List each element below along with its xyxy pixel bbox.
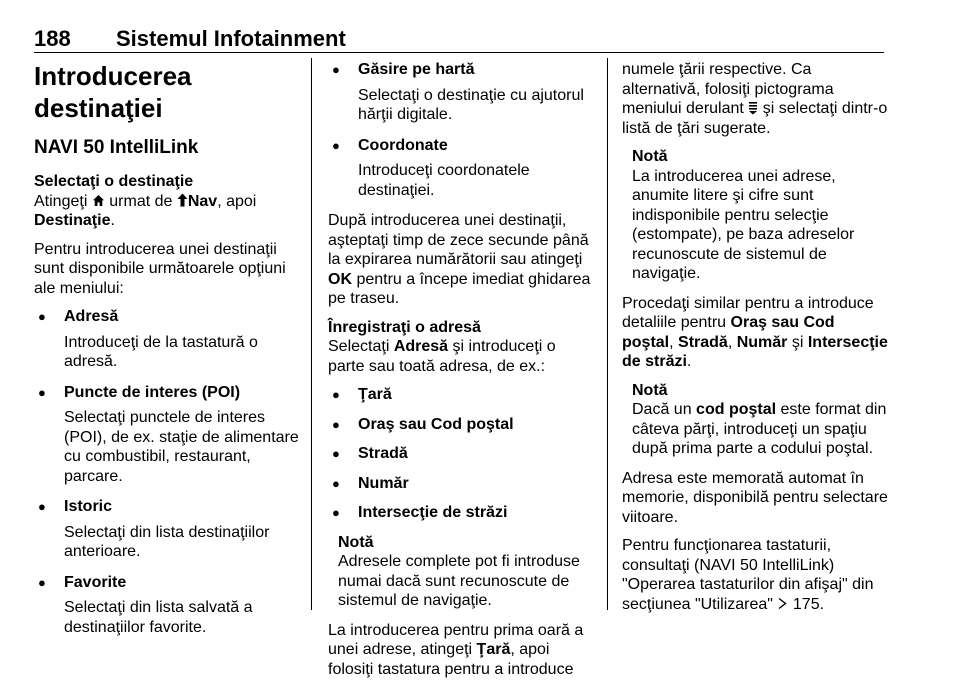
column-1: [34, 60, 302, 648]
page-reference-icon: [777, 597, 788, 610]
note-box: Notă La introducerea unei adrese, anumite litere şi cifre sunt indisponibile pentru selecţie (estompate), pe baza adreselor recunoscute de sistemul de navigaţie.: [632, 148, 855, 282]
guidance-paragraph: După introducerea unei destinaţii, aşteptaţi timp de zece secunde până la expirarea numărătorii sau atingeţi OK pentru a începe imediat ghidarea pe traseu.: [328, 212, 591, 307]
dropdown-list-icon: [748, 101, 758, 115]
list-item: ● Puncte de interes (POI) Selectaţi punctele de interes (POI), de ex. staţie de alimentare cu combustibil, restaurant, parcare.: [34, 383, 302, 487]
intro-paragraph: Selectaţi o destinaţie Atingeţi urmat de Nav, apoi Destinaţie.: [34, 172, 302, 231]
note-box: Notă Dacă un cod poştal este format din câteva părţi, introduceţi un spaţiu după prima parte a codului poştal.: [632, 381, 887, 457]
list-item: ● Intersecţie de străzi: [328, 503, 596, 523]
address-fields-list: [328, 385, 596, 523]
page-header: [34, 26, 884, 53]
list-item: ● Stradă: [328, 444, 596, 464]
list-item: ● Ţară: [328, 385, 596, 405]
similar-paragraph: Procedaţi similar pentru a introduce detaliile pentru Oraş sau Cod poştal, Stradă, Număr şi Intersecţie de străzi.: [622, 294, 888, 370]
paragraph-lead: Selectaţi o destinaţie: [34, 173, 194, 190]
menu-options-list: [34, 307, 302, 637]
column-divider: [311, 58, 312, 610]
column-3: [622, 60, 890, 623]
page-number: 188: [34, 26, 71, 51]
paragraph-lead: Înregistraţi o adresă: [328, 318, 481, 336]
column-2: [328, 60, 596, 688]
section-subtitle: NAVI 50 IntelliLink: [34, 137, 199, 158]
keyboard-paragraph: Pentru funcţionarea tastaturii, consultaţi (NAVI 50 IntelliLink) "Operarea tastaturilor din afişaj" din secţiunea "Utilizarea" 175.: [622, 537, 874, 613]
register-paragraph: Înregistraţi o adresă Selectaţi Adresă şi introduceţi o parte sau toată adresa, de ex.:: [328, 318, 596, 377]
continued-paragraph: numele ţării respective. Ca alternativă, folosiţi pictograma meniului derulant şi selectaţi dintr-o listă de ţări sugerate.: [622, 61, 888, 137]
page-reference-link[interactable]: 175: [792, 595, 820, 613]
section-title: Introducerea destinaţiei: [34, 61, 192, 123]
list-item: ● Adresă Introduceţi de la tastatură o adresă.: [34, 307, 302, 372]
list-item: ● Istoric Selectaţi din lista destinaţiilor anterioare.: [34, 497, 302, 562]
home-icon: [92, 194, 105, 207]
list-item: ● Coordonate Introduceţi coordonatele destinaţiei.: [328, 136, 596, 201]
note-box: Notă Adresele complete pot fi introduse numai dacă sunt recunoscute de sistemul de navigaţie.: [338, 533, 580, 609]
list-item: ● Găsire pe hartă Selectaţi o destinaţie cu ajutorul hărţii digitale.: [328, 60, 596, 125]
list-item: ● Oraş sau Cod poştal: [328, 415, 596, 435]
options-intro: Pentru introducerea unei destinaţii sunt disponibile următoarele opţiuni ale meniului:: [34, 240, 286, 297]
nav-arrow-icon: [177, 193, 188, 207]
memory-paragraph: Adresa este memorată automat în memorie, disponibilă pentru selectare viitoare.: [622, 469, 888, 526]
list-item: ● Număr: [328, 474, 596, 494]
menu-options-list: [328, 60, 596, 200]
first-entry-paragraph: La introducerea pentru prima oară a unei adrese, atingeţi Ţară, apoi folosiţi tastatura pentru a introduce: [328, 621, 584, 678]
running-title: Sistemul Infotainment: [116, 26, 346, 51]
column-divider: [607, 58, 608, 610]
list-item: ● Favorite Selectaţi din lista salvată a destinaţiilor favorite.: [34, 573, 302, 638]
